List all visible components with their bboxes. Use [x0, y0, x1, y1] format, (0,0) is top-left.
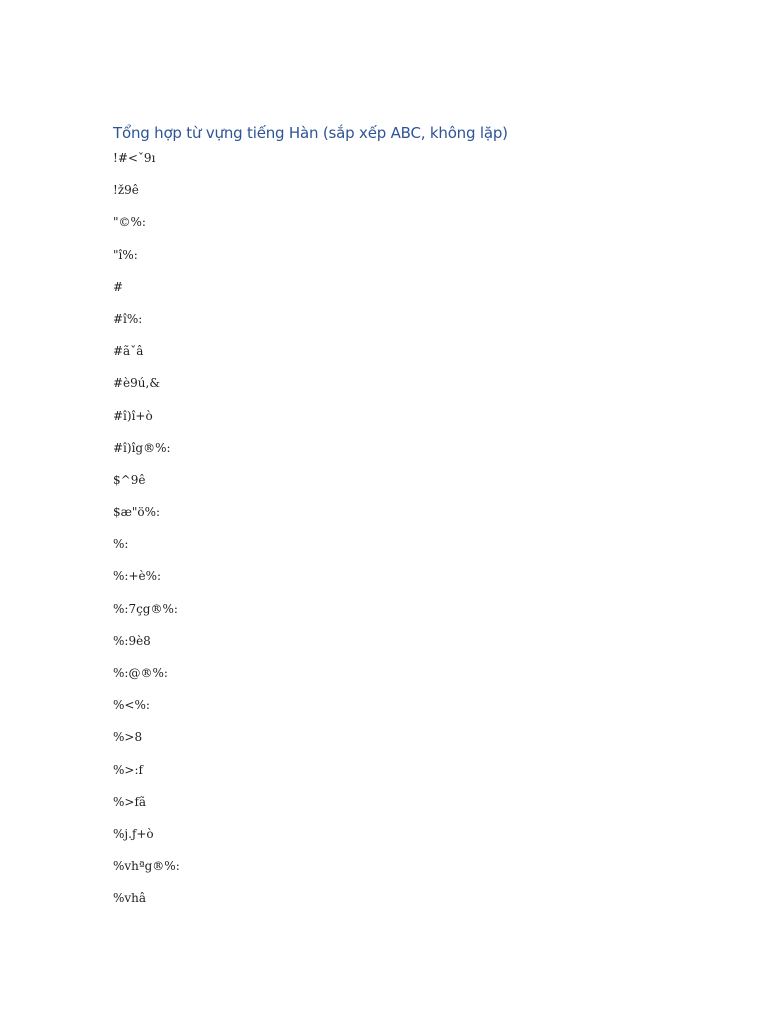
- vocabulary-entry: %>:f: [113, 762, 143, 777]
- document-title: Tổng hợp từ vựng tiếng Hàn (sắp xếp ABC, không lặp): [113, 124, 508, 142]
- vocabulary-entry: "î%:: [113, 247, 138, 262]
- vocabulary-entry: #î)îg®%:: [113, 440, 171, 455]
- vocabulary-entry: %j.ƒ+ò: [113, 826, 154, 841]
- vocabulary-list: [113, 150, 180, 923]
- vocabulary-entry: %>8: [113, 730, 143, 745]
- vocabulary-entry: %:@®%:: [113, 666, 168, 680]
- vocabulary-entry: !#<ˇ9ı: [113, 151, 156, 165]
- vocabulary-entry: %:7çg®%:: [113, 601, 178, 616]
- vocabulary-entry: #è9ú,&: [113, 376, 161, 391]
- vocabulary-entry: %>fã: [113, 794, 147, 809]
- vocabulary-entry: %:+è%:: [113, 569, 162, 584]
- vocabulary-entry: %<%:: [113, 698, 150, 713]
- vocabulary-entry: %:9è8: [113, 633, 151, 648]
- vocabulary-entry: #: [113, 279, 124, 294]
- vocabulary-entry: #î%:: [113, 311, 143, 326]
- vocabulary-entry: $æ"ö%:: [113, 505, 161, 520]
- vocabulary-entry: %vhªg®%:: [113, 859, 180, 874]
- vocabulary-entry: %:: [113, 537, 129, 552]
- vocabulary-entry: "©%:: [113, 215, 146, 230]
- vocabulary-entry: #î)î+ò: [113, 408, 153, 423]
- vocabulary-entry: $^9ê: [113, 472, 146, 487]
- vocabulary-entry: %vhâ: [113, 891, 147, 906]
- vocabulary-entry: !ž9ê: [113, 183, 139, 198]
- vocabulary-entry: #ãˇâ: [113, 344, 144, 359]
